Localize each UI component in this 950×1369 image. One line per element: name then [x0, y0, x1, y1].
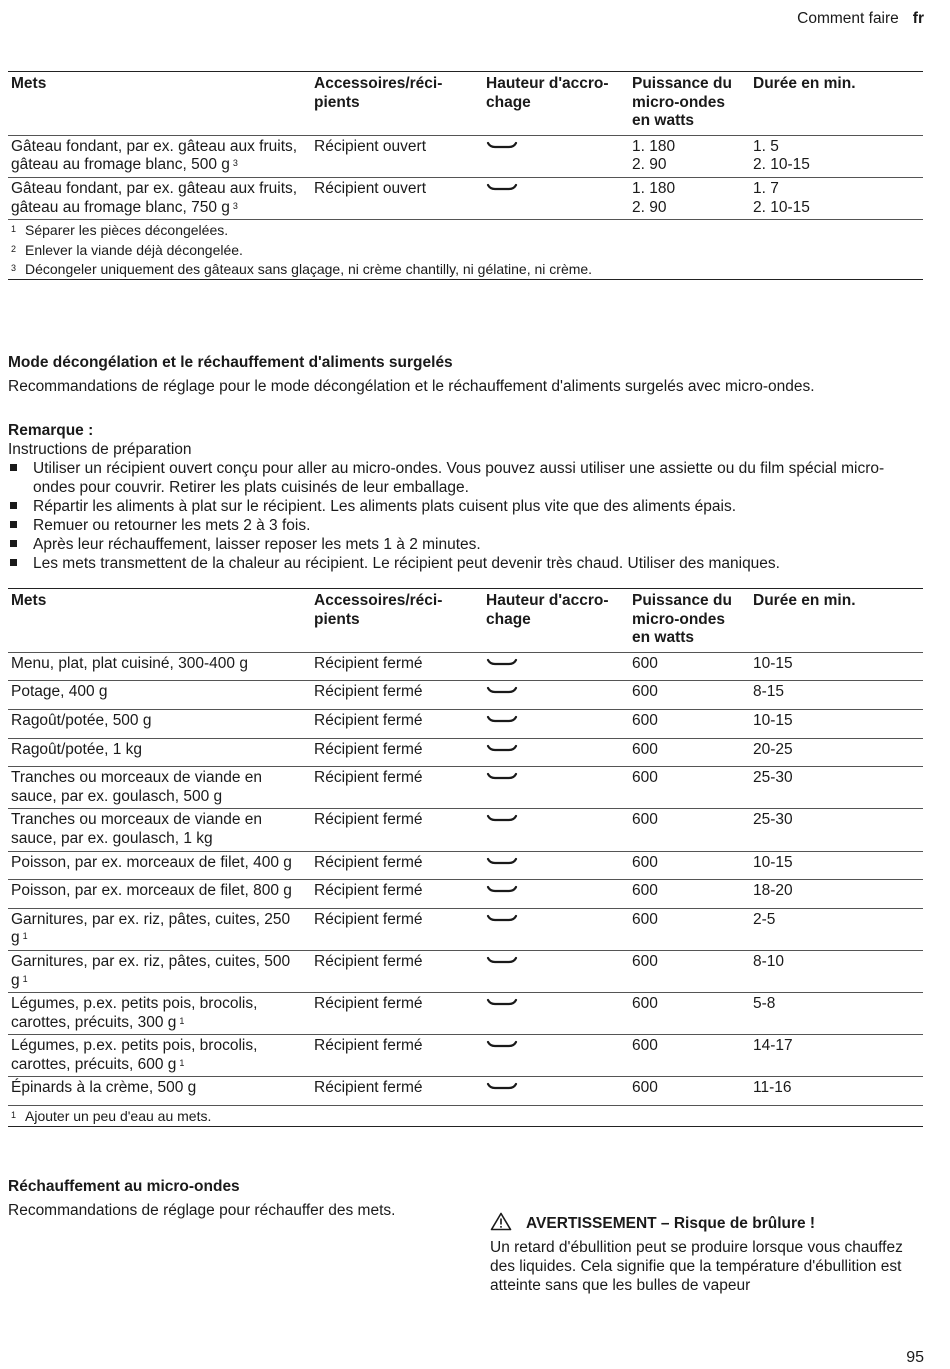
- table-row: [8, 652, 923, 681]
- cell-dish: [8, 652, 311, 681]
- bullet-square-icon: [10, 502, 17, 509]
- table-row: [8, 880, 923, 909]
- section-title-reheat: Réchauffement au micro-ondes: [8, 1178, 240, 1195]
- floor-level-icon: [486, 180, 520, 198]
- cell-time: 18-20: [753, 882, 793, 900]
- floor-level-icon: [486, 854, 520, 872]
- col-header-time: Durée en min.: [753, 592, 856, 609]
- table-row: [8, 738, 923, 767]
- cell-level: [483, 135, 629, 177]
- cell-level: [483, 1035, 629, 1077]
- cell-power: 600: [632, 811, 658, 829]
- warning-triangle-icon: [490, 1212, 512, 1236]
- cell-power: 600: [632, 740, 658, 758]
- col-header-level: Hauteur d'accro- chage: [486, 592, 609, 628]
- table-row: [8, 1035, 923, 1077]
- dish-name: Tranches ou morceaux de viande en sauce, par ex. goulasch, 1 kg: [11, 811, 263, 847]
- cell-dish: [8, 767, 311, 809]
- col-header-time: Durée en min.: [753, 75, 856, 92]
- cell-accessory: Récipient fermé: [314, 882, 423, 900]
- cell-accessory: Récipient fermé: [314, 654, 423, 672]
- cell-power: 600: [632, 995, 658, 1013]
- cell-accessory: Récipient ouvert: [314, 179, 427, 197]
- col-header-accessory: Accessoires/réci- pients: [314, 592, 443, 628]
- col-header-accessory: Accessoires/réci- pients: [314, 75, 443, 111]
- cell-dish: [8, 880, 311, 909]
- dish-name: Ragoût/potée, 500 g: [11, 711, 152, 729]
- cell-time-step1: 1. 7: [753, 179, 779, 197]
- table-row: [8, 681, 923, 710]
- cell-dish: [8, 809, 311, 851]
- list-item: [8, 497, 908, 516]
- cell-time: 20-25: [753, 740, 793, 758]
- cell-power: 600: [632, 952, 658, 970]
- dish-name: Garnitures, par ex. riz, pâtes, cuites, 250 g: [11, 910, 291, 947]
- col-header-power: Puissance du micro-ondes en watts: [632, 592, 732, 647]
- floor-level-icon: [486, 1037, 520, 1055]
- cell-accessory: Récipient fermé: [314, 910, 423, 928]
- table-row: [8, 851, 923, 880]
- list-item-text: Les mets transmettent de la chaleur au récipient. Le récipient peut devenir très chaud. Utiliser des maniques.: [33, 555, 780, 572]
- cell-level: [483, 1077, 629, 1106]
- cell-power: 600: [632, 1079, 658, 1097]
- cell-level: [483, 880, 629, 909]
- footnote-ref: 1: [179, 1015, 185, 1026]
- list-item: [8, 535, 908, 554]
- dish-name: Gâteau fondant, par ex. gâteau aux fruits, gâteau au fromage blanc, 750 g: [11, 179, 298, 216]
- defrost-cake-table: [8, 71, 923, 280]
- dish-name: Gâteau fondant, par ex. gâteau aux fruits, gâteau au fromage blanc, 500 g: [11, 137, 298, 174]
- list-item: [8, 554, 908, 573]
- floor-level-icon: [486, 655, 520, 673]
- footnote-number: 1: [11, 224, 17, 235]
- cell-dish: [8, 1077, 311, 1106]
- cell-accessory: Récipient fermé: [314, 952, 423, 970]
- cell-power: 600: [632, 711, 658, 729]
- list-item-text: Répartir les aliments à plat sur le récipient. Les aliments plats cuisent plus vite que des aliments épais.: [33, 498, 737, 515]
- footnote-row: [8, 1106, 923, 1127]
- cell-dish: [8, 681, 311, 710]
- floor-level-icon: [486, 811, 520, 829]
- cell-dish: [8, 993, 311, 1035]
- cell-level: [483, 738, 629, 767]
- cell-level: [483, 993, 629, 1035]
- footnote-text: Décongeler uniquement des gâteaux sans glaçage, ni crème chantilly, ni gélatine, ni crème.: [25, 261, 593, 278]
- cell-time: 5-8: [753, 995, 776, 1013]
- footnote-ref: 1: [179, 1057, 185, 1068]
- cell-power: 600: [632, 683, 658, 701]
- cell-accessory: Récipient fermé: [314, 1079, 423, 1097]
- dish-name: Poisson, par ex. morceaux de filet, 400 g: [11, 853, 292, 871]
- cell-accessory: Récipient fermé: [314, 811, 423, 829]
- table-row: [8, 709, 923, 738]
- footnote-ref: 1: [22, 973, 28, 984]
- header-section-title: Comment faire: [797, 10, 899, 27]
- dish-name: Légumes, p.ex. petits pois, brocolis, carottes, précuits, 300 g: [11, 995, 258, 1031]
- floor-level-icon: [486, 1079, 520, 1097]
- remark-label: Remarque :: [8, 422, 94, 439]
- footnote-row: [8, 259, 923, 279]
- cell-level: [483, 809, 629, 851]
- section-intro-reheat: Recommandations de réglage pour réchauffer des mets.: [8, 1202, 396, 1219]
- cell-time: 8-10: [753, 952, 785, 970]
- cell-time: 2-5: [753, 910, 776, 928]
- dish-name: Poisson, par ex. morceaux de filet, 800 g: [11, 882, 292, 900]
- cell-power: [629, 177, 750, 219]
- cell-dish: [8, 135, 311, 177]
- footnote: [8, 259, 923, 279]
- cell-dish: [8, 851, 311, 880]
- footnote-text: Enlever la viande déjà décongelée.: [25, 241, 243, 258]
- cell-time: 8-15: [753, 683, 785, 701]
- cell-level: [483, 908, 629, 950]
- cell-dish: [8, 709, 311, 738]
- col-header-dish: Mets: [11, 592, 47, 609]
- table-row: [8, 950, 923, 992]
- floor-level-icon: [486, 882, 520, 900]
- dish-name: Potage, 400 g: [11, 683, 108, 701]
- cell-power-step2: 2. 90: [632, 198, 667, 216]
- cell-power: 600: [632, 853, 658, 871]
- cell-power: 600: [632, 910, 658, 928]
- reheat-frozen-table: [8, 588, 923, 1127]
- cell-time-step1: 1. 5: [753, 137, 779, 155]
- cell-power: 600: [632, 654, 658, 672]
- cell-accessory: Récipient ouvert: [314, 137, 427, 155]
- cell-time: [750, 177, 923, 219]
- section-title-defrost: Mode décongélation et le réchauffement d'aliments surgelés: [8, 354, 453, 371]
- dish-name: Garnitures, par ex. riz, pâtes, cuites, 500 g: [11, 952, 291, 989]
- prep-instructions-list: [8, 459, 908, 573]
- cell-level: [483, 709, 629, 738]
- floor-level-icon: [486, 741, 520, 759]
- cell-power: 600: [632, 1037, 658, 1055]
- table-row: [8, 177, 923, 219]
- cell-accessory: Récipient fermé: [314, 740, 423, 758]
- cell-level: [483, 950, 629, 992]
- cell-accessory: Récipient fermé: [314, 995, 423, 1013]
- cell-dish: [8, 950, 311, 992]
- cell-time: [750, 135, 923, 177]
- floor-level-icon: [486, 769, 520, 787]
- cell-accessory: Récipient fermé: [314, 683, 423, 701]
- header-language: fr: [912, 10, 924, 27]
- list-item-text: Après leur réchauffement, laisser reposer les mets 1 à 2 minutes.: [33, 536, 481, 553]
- cell-level: [483, 177, 629, 219]
- cell-accessory: Récipient fermé: [314, 711, 423, 729]
- cell-dish: [8, 908, 311, 950]
- bullet-square-icon: [10, 559, 17, 566]
- cell-dish: [8, 177, 311, 219]
- table-row: [8, 135, 923, 177]
- floor-level-icon: [486, 911, 520, 929]
- col-header-dish: Mets: [11, 75, 47, 92]
- cell-level: [483, 681, 629, 710]
- cell-power-step2: 2. 90: [632, 156, 667, 174]
- cell-dish: [8, 738, 311, 767]
- warning-title-line: [490, 1212, 910, 1236]
- table-row: [8, 993, 923, 1035]
- footnote: [8, 240, 923, 260]
- section-intro-defrost: Recommandations de réglage pour le mode décongélation et le réchauffement d'aliments surgelés avec micro-ondes.: [8, 378, 815, 395]
- cell-power-step1: 1. 180: [632, 137, 676, 155]
- cell-power-step1: 1. 180: [632, 179, 676, 197]
- dish-name: Épinards à la crème, 500 g: [11, 1079, 197, 1097]
- warning-title: AVERTISSEMENT – Risque de brûlure !: [526, 1215, 816, 1232]
- cell-time: 10-15: [753, 654, 793, 672]
- cell-dish: [8, 1035, 311, 1077]
- footnote-number: 2: [11, 243, 17, 254]
- footnote-row: [8, 240, 923, 260]
- cell-time: 25-30: [753, 811, 793, 829]
- footnote-number: 3: [11, 263, 17, 274]
- footnote-ref: 1: [22, 931, 28, 942]
- floor-level-icon: [486, 683, 520, 701]
- footnote-row: [8, 220, 923, 240]
- page-number: 95: [906, 1349, 924, 1366]
- cell-time-step2: 2. 10-15: [753, 156, 810, 174]
- list-item: [8, 516, 908, 535]
- floor-level-icon: [486, 995, 520, 1013]
- table-header-row: [8, 589, 923, 653]
- dish-name: Menu, plat, plat cuisiné, 300-400 g: [11, 654, 248, 672]
- col-header-power: Puissance du micro-ondes en watts: [632, 75, 732, 130]
- footnote-ref: 3: [232, 200, 238, 211]
- cell-time: 10-15: [753, 711, 793, 729]
- floor-level-icon: [486, 953, 520, 971]
- cell-level: [483, 767, 629, 809]
- footnote-number: 1: [11, 1110, 17, 1121]
- col-header-level: Hauteur d'accro- chage: [486, 75, 609, 111]
- dish-name: Tranches ou morceaux de viande en sauce, par ex. goulasch, 500 g: [11, 769, 263, 805]
- cell-power: 600: [632, 769, 658, 787]
- footnote: [8, 220, 923, 240]
- warning-box: [490, 1212, 910, 1295]
- dish-name: Ragoût/potée, 1 kg: [11, 740, 142, 758]
- footnote-text: Séparer les pièces décongelées.: [25, 222, 229, 239]
- cell-power: [629, 135, 750, 177]
- floor-level-icon: [486, 712, 520, 730]
- cell-time-step2: 2. 10-15: [753, 198, 810, 216]
- footnote-text: Ajouter un peu d'eau au mets.: [25, 1108, 212, 1125]
- list-item: [8, 459, 908, 497]
- cell-time: 11-16: [753, 1079, 792, 1097]
- footnote-ref: 3: [232, 158, 238, 169]
- table-row: [8, 908, 923, 950]
- footnote: [8, 1106, 923, 1127]
- page-header: [797, 10, 924, 28]
- cell-time: 10-15: [753, 853, 793, 871]
- list-item-text: Remuer ou retourner les mets 2 à 3 fois.: [33, 517, 311, 534]
- floor-level-icon: [486, 138, 520, 156]
- bullet-square-icon: [10, 521, 17, 528]
- cell-accessory: Récipient fermé: [314, 769, 423, 787]
- bullet-square-icon: [10, 540, 17, 547]
- prep-instructions-label: Instructions de préparation: [8, 441, 192, 458]
- table-row: [8, 809, 923, 851]
- cell-time: 14-17: [753, 1037, 793, 1055]
- cell-accessory: Récipient fermé: [314, 1037, 423, 1055]
- warning-text: Un retard d'ébullition peut se produire lorsque vous chauffez des liquides. Cela signifie que la température d'ébullition est atteinte sans que les bulles de vapeur: [490, 1239, 903, 1294]
- cell-power: 600: [632, 882, 658, 900]
- table-row: [8, 767, 923, 809]
- cell-level: [483, 851, 629, 880]
- table-row: [8, 1077, 923, 1106]
- dish-name: Légumes, p.ex. petits pois, brocolis, carottes, précuits, 600 g: [11, 1037, 258, 1073]
- cell-accessory: Récipient fermé: [314, 853, 423, 871]
- cell-level: [483, 652, 629, 681]
- list-item-text: Utiliser un récipient ouvert conçu pour aller au micro-ondes. Vous pouvez aussi utiliser une assiette ou du film spécial micro-ondes pour couvrir. Retirer les plats cuisinés de leur emballage.: [33, 460, 885, 496]
- bullet-square-icon: [10, 464, 17, 471]
- table-header-row: [8, 72, 923, 136]
- cell-time: 25-30: [753, 769, 793, 787]
